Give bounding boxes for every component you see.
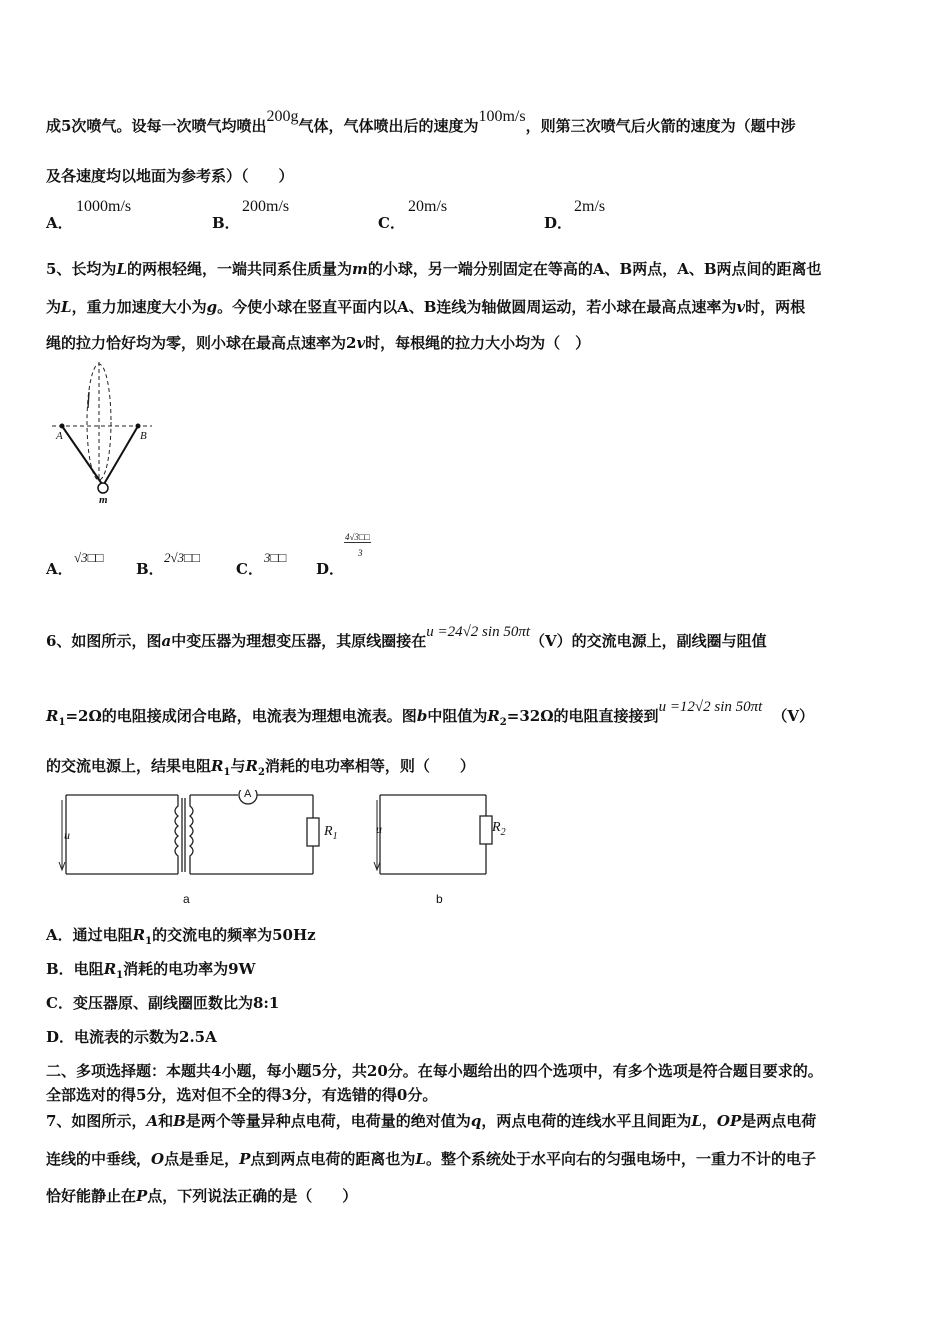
q6-option-d: D．电流表的示数为2.5A [46,1028,217,1046]
text: 的交流电的频率为50Hz [152,926,316,944]
var-L: L [415,1150,426,1168]
var-L: L [691,1112,702,1130]
text: （V） [772,707,814,725]
q5-option-b-label: B． [136,560,164,578]
text: 恰好能静止在 [46,1187,137,1205]
q7-line-3 [46,1185,357,1206]
arrow-mark [88,392,89,408]
var-R1: R [132,926,146,944]
q6-figure-a [58,790,328,880]
text: 消耗的电功率相等，则（ ） [264,757,475,775]
r1-label [324,824,338,842]
u-label-b: u [376,822,382,836]
rope-a [62,426,102,484]
voltage-formula-2: u =12√2 sin 50πt [658,699,763,715]
var-v: v [736,298,746,316]
label-a: A [56,430,63,442]
text: =2Ω的电阻接成闭合电路，电流表为理想电流表。图 [65,707,417,725]
q4-option-a-label: A． [46,214,73,232]
text: 点，下列说法正确的是（ ） [147,1187,358,1205]
text: ，两点电荷的连线水平且间距为 [481,1112,692,1130]
sub: 2 [500,826,506,838]
resistor-r1 [307,818,319,846]
q7-line-2 [46,1148,816,1169]
text: 连线的中垂线， [46,1150,152,1168]
text: 中变压器为理想变压器，其原线圈接在 [171,632,427,650]
q6-option-a [46,924,316,947]
text: 和 [158,1112,174,1130]
var-q: q [470,1112,482,1130]
sub: 1 [332,830,338,842]
caption-a: a [183,892,190,906]
var-B: B [173,1112,186,1130]
var-m: m [352,260,368,278]
point-b [136,424,141,429]
caption-b: b [436,892,443,906]
q5-option-c-value: 3□□ [264,550,287,565]
q6-figure-b [372,790,502,880]
q4-line-2: 及各速度均以地面为参考系）（ ） [46,167,294,185]
speed-value: 100m/s [478,108,526,125]
text: 成5次喷气。设每一次喷气均喷出 [46,117,267,135]
text: 是两点电荷 [741,1112,817,1130]
text: 时，两根 [745,298,806,316]
text: 消耗的电功率为9W [123,960,256,978]
voltage-formula-1: u =24√2 sin 50πt [426,624,530,640]
sub: 1 [145,936,153,947]
q5-line-3 [46,332,590,353]
text: 与 [230,757,246,775]
sub: 2 [257,767,265,778]
text: 的小球，另一端分别固定在等高的A、B两点，A、B两点间的距离也 [367,260,822,278]
text: 点到两点电荷的距离也为 [250,1150,416,1168]
q5-option-d-label: D． [316,560,345,578]
var-P: P [239,1150,251,1168]
var-O: O [151,1150,165,1168]
var-b: b [416,707,428,725]
var-R2: R [487,707,500,725]
r1-letter: R [324,824,333,839]
text: A．通过电阻 [46,926,133,944]
q6-line-1 [46,624,767,651]
var-L: L [61,298,72,316]
q5-line-1 [46,258,822,279]
rope-b [104,426,138,484]
var-L: L [116,260,127,278]
text: 气体，气体喷出后的速度为 [298,117,479,135]
var-v: v [356,334,366,352]
label-b: B [140,430,147,442]
q4-option-b-value: 200m/s [242,198,290,215]
text: 中阻值为 [427,707,488,725]
q6-option-b [46,958,255,981]
sub: 1 [223,767,231,778]
section2-line-2: 全部选对的得5分，选对但不全的得3分，有选错的得0分。 [46,1086,438,1104]
var-OP: OP [716,1112,742,1130]
q6-line-2 [46,699,814,728]
sub: 1 [116,970,124,981]
q5-option-a-value: √3□□ [74,550,104,565]
q5-line-2 [46,296,805,317]
text: 6、如图所示，图 [46,632,162,650]
q4-line-1 [46,108,796,136]
text: 的交流电源上，结果电阻 [46,757,212,775]
ammeter-label: A [244,788,252,800]
text: 为 [46,298,62,316]
text: ， [701,1112,717,1130]
q7-line-1 [46,1110,816,1131]
q4-option-b-label: B． [212,214,240,232]
sub: 2 [499,717,507,728]
mass-value: 200g [266,108,299,125]
r2-letter: R [492,820,501,835]
q4-option-c-value: 20m/s [408,198,448,215]
q4-option-d-value: 2m/s [574,198,606,215]
text: 。整个系统处于水平向右的匀强电场中，一重力不计的电子 [425,1150,816,1168]
q6-line-3 [46,755,475,778]
var-R1: R [46,707,59,725]
var-a: a [161,632,172,650]
text: 的两根轻绳，一端共同系住质量为 [126,260,352,278]
text: ，则第三次喷气后火箭的速度为（题中涉 [525,117,796,135]
section2-line-1: 二、多项选择题：本题共4小题，每小题5分，共20分。在每小题给出的四个选项中，有多个选项是符合题目要求的。 [46,1062,823,1080]
q4-option-d-label: D． [544,214,573,232]
var-A: A [146,1112,159,1130]
text: 。今使小球在竖直平面内以A、B连线为轴做圆周运动，若小球在最高点速率为 [217,298,737,316]
text: 是两个等量异种点电荷，电荷量的绝对值为 [185,1112,471,1130]
point-a [60,424,65,429]
var-R1: R [103,960,117,978]
text: 时，每根绳的拉力大小均为（ ） [365,334,591,352]
q5-option-c-label: C． [236,560,263,578]
var-g: g [206,298,218,316]
q5-option-d-numerator: 4√3□□ [345,532,370,542]
text: 5、长均为 [46,260,117,278]
text: （V）的交流电源上，副线圈与阻值 [530,632,767,650]
q5-option-b-value: 2√3□□ [164,550,200,565]
u-label-a: u [64,828,70,842]
q6-option-c: C．变压器原、副线圈匝数比为8:1 [46,994,280,1012]
label-m: m [99,494,108,506]
resistor-r2 [480,816,492,844]
q5-option-a-label: A． [46,560,73,578]
q4-option-a-value: 1000m/s [76,198,132,215]
text: B．电阻 [46,960,104,978]
q5-option-d-denominator: 3 [358,548,363,558]
q4-option-c-label: C． [378,214,405,232]
var-R2: R [245,757,258,775]
text: 点是垂足， [164,1150,240,1168]
text: 绳的拉力恰好均为零，则小球在最高点速率为2 [46,334,357,352]
var-R1: R [211,757,224,775]
text: ，重力加速度大小为 [71,298,207,316]
sub: 1 [58,717,66,728]
ball [98,483,108,493]
text: 7、如图所示， [46,1112,147,1130]
var-P: P [136,1187,148,1205]
r2-label [492,820,506,838]
text: =32Ω的电阻直接接到 [506,707,659,725]
